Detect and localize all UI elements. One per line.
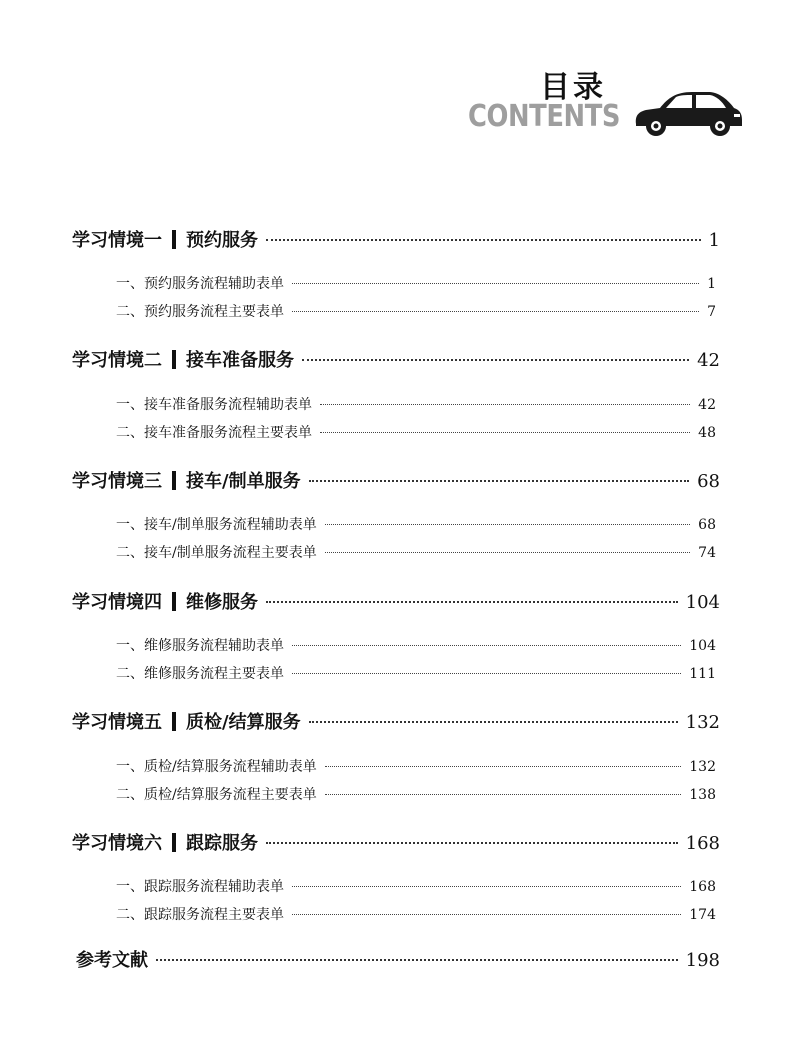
page-header bbox=[0, 0, 790, 150]
subsection-label: 二、质检/结算服务流程主要表单 bbox=[116, 787, 317, 803]
toc-subsection[interactable] bbox=[116, 394, 716, 414]
dot-leader bbox=[266, 842, 678, 844]
dot-leader bbox=[325, 766, 682, 767]
chapter-separator bbox=[172, 712, 176, 731]
dot-leader bbox=[292, 645, 681, 646]
chapter-page-number: 104 bbox=[685, 592, 720, 613]
dot-leader bbox=[292, 283, 699, 284]
toc-subsection[interactable] bbox=[116, 663, 716, 683]
subsection-page-number: 138 bbox=[689, 787, 716, 803]
subsection-page-number: 1 bbox=[707, 276, 716, 292]
toc-chapter-4[interactable] bbox=[72, 588, 720, 614]
references-label: 参考文献 bbox=[76, 950, 148, 971]
chapter-separator bbox=[172, 592, 176, 611]
toc-subsection[interactable] bbox=[116, 422, 716, 442]
dot-leader bbox=[302, 359, 689, 361]
page-title: 目录 bbox=[540, 70, 606, 105]
dot-leader bbox=[156, 959, 678, 961]
chapter-page-number: 132 bbox=[685, 712, 720, 733]
dot-leader bbox=[309, 480, 690, 482]
subsection-page-number: 42 bbox=[698, 397, 716, 413]
subsection-label: 一、质检/结算服务流程辅助表单 bbox=[116, 759, 317, 775]
toc-subsection[interactable] bbox=[116, 514, 716, 534]
subsection-page-number: 68 bbox=[698, 517, 716, 533]
toc-subsection[interactable] bbox=[116, 301, 716, 321]
subsection-page-number: 168 bbox=[689, 879, 716, 895]
chapter-separator bbox=[172, 833, 176, 852]
dot-leader bbox=[292, 673, 681, 674]
subsection-page-number: 174 bbox=[689, 907, 716, 923]
chapter-situation: 学习情境三 bbox=[72, 471, 162, 492]
toc-subsection[interactable] bbox=[116, 273, 716, 293]
toc-subsection[interactable] bbox=[116, 784, 716, 804]
chapter-title: 接车准备服务 bbox=[186, 350, 294, 371]
subsection-page-number: 7 bbox=[707, 304, 716, 320]
subsection-label: 一、接车/制单服务流程辅助表单 bbox=[116, 517, 317, 533]
chapter-title: 接车/制单服务 bbox=[186, 471, 301, 492]
dot-leader bbox=[292, 914, 681, 915]
subsection-page-number: 48 bbox=[698, 425, 716, 441]
chapter-separator bbox=[172, 350, 176, 369]
toc-chapter-5[interactable] bbox=[72, 708, 720, 734]
chapter-situation: 学习情境一 bbox=[72, 230, 162, 251]
subsection-page-number: 132 bbox=[689, 759, 716, 775]
toc-subsection[interactable] bbox=[116, 756, 716, 776]
subsection-label: 二、接车/制单服务流程主要表单 bbox=[116, 545, 317, 561]
chapter-separator bbox=[172, 230, 176, 249]
chapter-separator bbox=[172, 471, 176, 490]
chapter-page-number: 1 bbox=[708, 230, 720, 251]
toc-subsection[interactable] bbox=[116, 904, 716, 924]
subsection-page-number: 111 bbox=[689, 666, 716, 682]
toc-chapter-6[interactable] bbox=[72, 829, 720, 855]
references-page-number: 198 bbox=[685, 950, 720, 971]
toc-chapter-3[interactable] bbox=[72, 467, 720, 493]
dot-leader bbox=[325, 524, 690, 525]
toc-references[interactable] bbox=[76, 946, 720, 972]
subsection-label: 二、跟踪服务流程主要表单 bbox=[116, 907, 284, 923]
subsection-label: 二、预约服务流程主要表单 bbox=[116, 304, 284, 320]
car-icon bbox=[632, 86, 744, 138]
dot-leader bbox=[325, 552, 690, 553]
toc-chapter-1[interactable] bbox=[72, 226, 720, 252]
chapter-page-number: 42 bbox=[697, 350, 720, 371]
dot-leader bbox=[266, 601, 678, 603]
chapter-situation: 学习情境六 bbox=[72, 833, 162, 854]
dot-leader bbox=[266, 239, 701, 241]
page-title-english: CONTENTS bbox=[468, 99, 621, 134]
subsection-page-number: 74 bbox=[698, 545, 716, 561]
dot-leader bbox=[309, 721, 678, 723]
dot-leader bbox=[292, 311, 699, 312]
dot-leader bbox=[320, 432, 690, 433]
subsection-label: 一、跟踪服务流程辅助表单 bbox=[116, 879, 284, 895]
toc-subsection[interactable] bbox=[116, 635, 716, 655]
chapter-page-number: 68 bbox=[697, 471, 720, 492]
toc-subsection[interactable] bbox=[116, 876, 716, 896]
subsection-label: 一、接车准备服务流程辅助表单 bbox=[116, 397, 312, 413]
chapter-title: 跟踪服务 bbox=[186, 833, 258, 854]
chapter-title: 质检/结算服务 bbox=[186, 712, 301, 733]
dot-leader bbox=[292, 886, 681, 887]
dot-leader bbox=[320, 404, 690, 405]
chapter-page-number: 168 bbox=[685, 833, 720, 854]
subsection-label: 二、维修服务流程主要表单 bbox=[116, 666, 284, 682]
subsection-label: 二、接车准备服务流程主要表单 bbox=[116, 425, 312, 441]
toc-subsection[interactable] bbox=[116, 542, 716, 562]
chapter-situation: 学习情境二 bbox=[72, 350, 162, 371]
toc-chapter-2[interactable] bbox=[72, 346, 720, 372]
chapter-title: 预约服务 bbox=[186, 230, 258, 251]
subsection-label: 一、预约服务流程辅助表单 bbox=[116, 276, 284, 292]
chapter-situation: 学习情境五 bbox=[72, 712, 162, 733]
subsection-page-number: 104 bbox=[689, 638, 716, 654]
dot-leader bbox=[325, 794, 682, 795]
chapter-situation: 学习情境四 bbox=[72, 592, 162, 613]
subsection-label: 一、维修服务流程辅助表单 bbox=[116, 638, 284, 654]
chapter-title: 维修服务 bbox=[186, 592, 258, 613]
